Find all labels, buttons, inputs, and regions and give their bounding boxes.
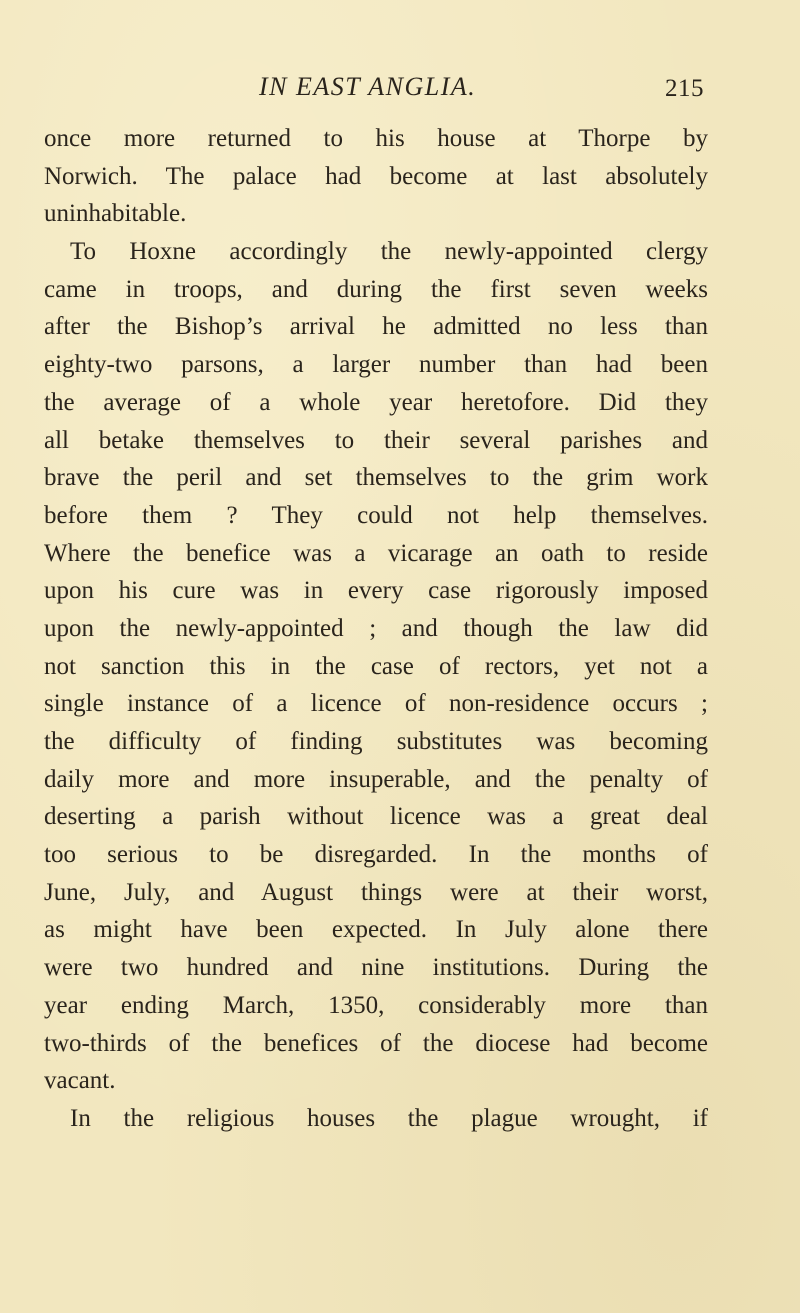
running-title: IN EAST ANGLIA. <box>259 72 477 101</box>
text-line: To Hoxne accordingly the newly-appointed clergy <box>70 238 708 266</box>
text-line: year ending March, 1350, considerably more than <box>44 991 708 1019</box>
text-line: upon his cure was in every case rigorously imposed <box>44 577 708 605</box>
text-line: Norwich. The palace had become at last absolutely <box>44 162 708 190</box>
text-line: not sanction this in the case of rectors, yet not a <box>44 652 708 680</box>
text-line: too serious to be disregarded. In the months of <box>44 841 708 869</box>
text-line: deserting a parish without licence was a great deal <box>44 803 708 831</box>
running-head <box>0 70 800 110</box>
page-number: 215 <box>665 75 704 102</box>
text-line: brave the peril and set themselves to the grim work <box>44 464 708 492</box>
text-line: all betake themselves to their several parishes and <box>44 426 708 454</box>
text-line: the difficulty of finding substitutes was becoming <box>44 728 708 755</box>
text-line: before them ? They could not help themselves. <box>44 501 708 529</box>
text-line: upon the newly-appointed ; and though the law did <box>44 614 708 642</box>
text-line: uninhabitable. <box>44 200 187 228</box>
text-line: vacant. <box>44 1067 116 1095</box>
text-line: as might have been expected. In July alone there <box>44 916 708 944</box>
text-line: Where the benefice was a vicarage an oath to reside <box>44 539 708 567</box>
text-line: two-thirds of the benefices of the diocese had become <box>44 1029 708 1057</box>
text-line: once more returned to his house at Thorpe by <box>44 125 708 152</box>
text-line: eighty-two parsons, a larger number than had been <box>44 351 708 379</box>
body-text <box>44 120 708 1138</box>
text-line: were two hundred and nine institutions. During the <box>44 954 708 982</box>
text-line: single instance of a licence of non-residence occurs ; <box>44 690 708 718</box>
text-line: In the religious houses the plague wrought, if <box>70 1104 708 1132</box>
text-line: June, July, and August things were at their worst, <box>44 878 708 906</box>
text-line: daily more and more insuperable, and the penalty of <box>44 765 708 793</box>
text-line: the average of a whole year heretofore. Did they <box>44 388 708 416</box>
text-line: came in troops, and during the first seven weeks <box>44 275 708 303</box>
text-line: after the Bishop’s arrival he admitted no less than <box>44 313 708 341</box>
